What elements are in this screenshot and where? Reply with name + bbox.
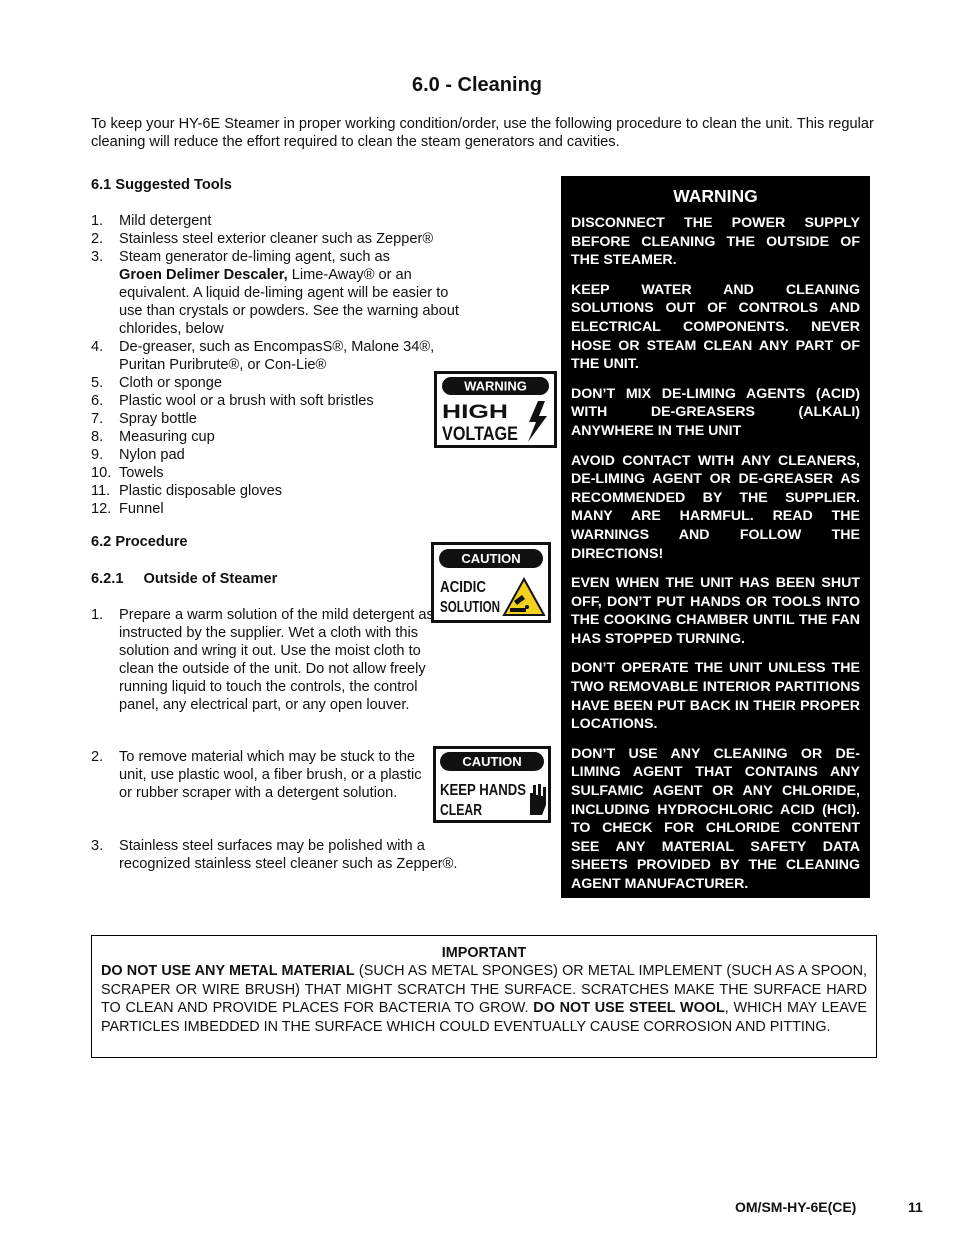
svg-text:SOLUTION: SOLUTION <box>440 599 500 616</box>
warning-paragraph: DON’T MIX DE-LIMING AGENTS (ACID) WITH DE-GREASERS (ALKALI) ANYWHERE IN THE UNIT <box>571 385 860 439</box>
warning-paragraph: DISCONNECT THE POWER SUPPLY BEFORE CLEANING THE OUTSIDE OF THE STEAMER. <box>571 215 860 269</box>
list-item: 10. Towels <box>91 465 164 481</box>
list-item: 7. Spray bottle <box>91 411 197 427</box>
tools-heading: 6.1 Suggested Tools <box>91 177 232 193</box>
hand-icon <box>436 749 548 820</box>
svg-text:CAUTION: CAUTION <box>461 551 521 566</box>
warning-heading: WARNING <box>673 186 758 206</box>
list-item: 1. Prepare a warm solution of the mild detergent as instructed by the supplier. Wet a cloth with this solution and wring it out. Use the moist cloth to clean the outside of the unit. Do not allow freely running liquid to touch the controls, the control panel, any electrical part, or any open louver. <box>91 607 434 713</box>
list-item: 5. Cloth or sponge <box>91 375 223 391</box>
list-item: 8. Measuring cup <box>91 429 215 445</box>
high-voltage-icon <box>437 374 554 445</box>
warning-paragraph: KEEP WATER AND CLEANING SOLUTIONS OUT OF CONTROLS AND ELECTRICAL COMPONENTS. NEVER HOSE OR STEAM CLEAN ANY PART OF THE UNIT. <box>571 281 860 373</box>
svg-text:HIGH: HIGH <box>442 402 508 423</box>
list-item: 2. Stainless steel exterior cleaner such as Zepper® <box>91 231 434 247</box>
intro-paragraph: To keep your HY-6E Steamer in proper working condition/order, use the following procedure to clean the unit. This regular cleaning will reduce the effort required to clean the steam generators and cavities. <box>91 116 874 150</box>
list-item: 3. Steam generator de-liming agent, such as Groen Delimer Descaler, Lime-Away® or an equivalent. A liquid de-liming agent will be easier to use than crystals or powders. See the warning about chlorides, below <box>91 249 459 337</box>
warning-paragraph: EVEN WHEN THE UNIT HAS BEEN SHUT OFF, DON’T PUT HANDS OR TOOLS INTO THE COOKING CHAMBER UNTIL THE FAN HAS STOPPED TURNING. <box>571 575 860 647</box>
list-item: 9. Nylon pad <box>91 447 185 463</box>
list-item: 12. Funnel <box>91 501 164 517</box>
procedure-steps <box>91 837 461 873</box>
procedure-heading: 6.2 Procedure <box>91 534 188 550</box>
svg-text:VOLTAGE: VOLTAGE <box>442 424 518 445</box>
svg-text:CLEAR: CLEAR <box>440 802 483 819</box>
svg-text:WARNING: WARNING <box>464 378 527 394</box>
warning-paragraph: DON’T OPERATE THE UNIT UNLESS THE TWO REMOVABLE INTERIOR PARTITIONS HAVE BEEN PUT BACK IN THEIR PROPER LOCATIONS. <box>571 660 860 733</box>
list-item: 3. Stainless steel surfaces may be polished with a recognized stainless steel cleaner such as Zepper®. <box>91 838 458 872</box>
svg-text:CAUTION: CAUTION <box>462 754 522 769</box>
important-heading: IMPORTANT <box>441 945 527 961</box>
svg-text:KEEP HANDS: KEEP HANDS <box>440 782 527 799</box>
important-box <box>91 935 877 1058</box>
tools-list <box>91 212 461 518</box>
keep-hands-clear-sign <box>433 746 551 823</box>
warning-paragraph: DON’T USE ANY CLEANING OR DE-LIMING AGENT THAT CONTAINS ANY SULFAMIC AGENT OR ANY CHLORIDE, INCLUDING HYDROCHLORIC ACID (HCl). TO CHECK FOR CHLORIDE CONTENT SEE ANY MATERIAL SAFETY DATA SHEETS PROVIDED BY THE CLEANING AGENT MANUFACTURER. <box>571 745 860 892</box>
subsection-heading: 6.2.1 Outside of Steamer <box>91 571 278 587</box>
important-text: DO NOT USE ANY METAL MATERIAL (SUCH AS METAL SPONGES) OR METAL IMPLEMENT (SUCH AS A SPOON, SCRAPER OR WIRE BRUSH) THAT MIGHT SCRATCH THE SURFACE. SCRATCHES MAKE THE SURFACE HARD TO CLEAN AND PROVIDE PLACES FOR BACTERIA TO GROW. DO NOT USE STEEL WOOL, WHICH MAY LEAVE PARTICLES IMBEDDED IN THE SURFACE WHICH COULD EVENTUALLY CAUSE CORROSION AND PITTING. <box>101 963 868 1035</box>
warning-box <box>561 176 870 898</box>
list-item: 4. De-greaser, such as EncompasS®, Malone 34®, Puritan Puribrute®, or Con-Lie® <box>91 339 435 373</box>
high-voltage-sign <box>434 371 557 448</box>
page-number: 11 <box>908 1199 923 1215</box>
list-item: 6. Plastic wool or a brush with soft bristles <box>91 393 374 409</box>
list-item: 1. Mild detergent <box>91 213 212 229</box>
svg-text:ACIDIC: ACIDIC <box>440 579 487 596</box>
list-item: 2. To remove material which may be stuck to the unit, use plastic wool, a fiber brush, or a plastic or rubber scraper with a detergent solution. <box>91 749 422 801</box>
warning-paragraph: AVOID CONTACT WITH ANY CLEANERS, DE-LIMING AGENT OR DE-GREASER AS RECOMMENDED BY THE SUPPLIER. MANY ARE HARMFUL. READ THE WARNINGS AND FOLLOW THE DIRECTIONS! <box>571 452 860 562</box>
document-code: OM/SM-HY-6E(CE) <box>735 1199 857 1215</box>
list-item: 11. Plastic disposable gloves <box>91 483 283 499</box>
procedure-steps <box>91 606 456 714</box>
page-title: 6.0 - Cleaning <box>411 74 543 96</box>
procedure-steps <box>91 748 426 802</box>
